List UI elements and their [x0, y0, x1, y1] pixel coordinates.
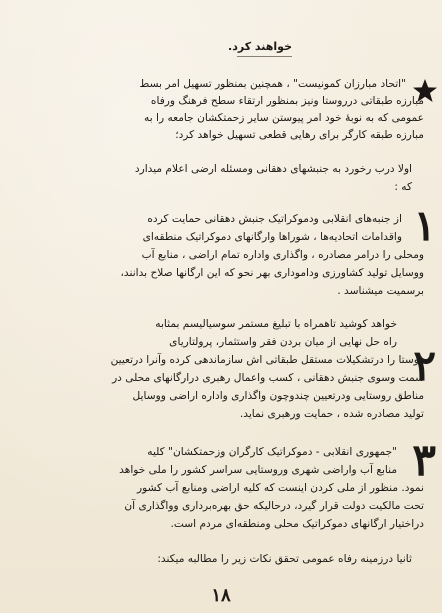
intro-line: مبارزه طبقاتی درروستا ونیز بمنظور ارتقاء سطح فرهنگ ورفاه	[150, 95, 424, 107]
intro-line: عمومی که به نوبهٔ خود امر پیوستن سایر زحمتکشان جامعه را به	[144, 112, 424, 124]
intro-line: "اتحاد مبارزان کمونیست" ، همچنین بمنظور تسهیل امر بسط	[139, 78, 406, 90]
item3-line: دراختیار ارگانهای دموکراتیک محلی ومنطقه‌ای مردم است.	[170, 518, 424, 530]
underline	[237, 56, 292, 57]
closing-line: ثانیا درزمینه رفاه عمومی تحقق نکات زیر را مطالبه میکند:	[157, 553, 412, 565]
item1-line: واقدامات اتحادیه‌ها ، شوراها وارگانهای دموکراتیک منطقه‌ای	[142, 231, 402, 243]
item3-line: تحت مالکیت دولت قرار گیرد، درحالیکه حق بهره‌برداری وواگذاری آن	[124, 500, 424, 512]
item3-line: "جمهوری انقلابی - دموکراتیک کارگران وزحمتکشان" کلیه	[147, 446, 397, 458]
item2-line: سمت وسوی جنبش دهقانی ، کسب واعمال رهبری درارگانهای محلی در	[112, 372, 424, 384]
item1-line: از جنبه‌های انقلابی ودموکراتیک جنبش دهقانی حمایت کرده	[147, 213, 402, 225]
item2-line: مناطق روستایی ودرتعیین چندوچون واگذاری واداره اراضی ووسایل	[132, 390, 424, 402]
page-number: ۱۸	[211, 585, 231, 606]
item-number-2: ۲	[413, 341, 436, 390]
continued-text-line: خواهند کرد.	[228, 40, 292, 53]
item2-line: خواهد کوشید تاهمراه با تبلیغ مستمر سوسیالیسم بمثابه	[155, 318, 397, 330]
item2-line: راه حل نهایی از میان بردن فقر واستثمار، پرولتاریای	[169, 336, 397, 348]
item2-line: روستا را درتشکیلات مستقل طبقاتی اش سازماندهی کرده وآنرا درتعیین	[110, 354, 424, 366]
intro-line: مبارزه طبقه کارگر برای رهایی قطعی تسهیل خواهد کرد؛	[175, 129, 424, 141]
first-line: اولا درب رخورد به جنبشهای دهقانی ومسئله ارضی اعلام میدارد	[134, 163, 412, 175]
item-number-1: ۱	[413, 201, 436, 250]
item-number-3: ۳	[412, 435, 436, 486]
item1-line: ووسایل تولید کشاورزی وداموداری بهر نحو که این ارگانها صلاح بدانند،	[120, 267, 424, 279]
item1-line: برسمیت میشناسد .	[337, 285, 424, 297]
item1-line: ومحلی را درامر مصادره ، واگذاری واداره تمام اراضی ، منابع آب	[141, 249, 424, 261]
item3-line: منابع آب واراضی شهری وروستایی سراسر کشور را ملی خواهد	[119, 464, 397, 476]
first-line: که :	[394, 181, 412, 193]
item2-line: تولید مصادره شده ، حمایت ورهبری نماید.	[239, 408, 424, 420]
item3-line: نمود. منظور از ملی کردن اینست که کلیه اراضی ومنابع آب کشور	[137, 482, 424, 494]
